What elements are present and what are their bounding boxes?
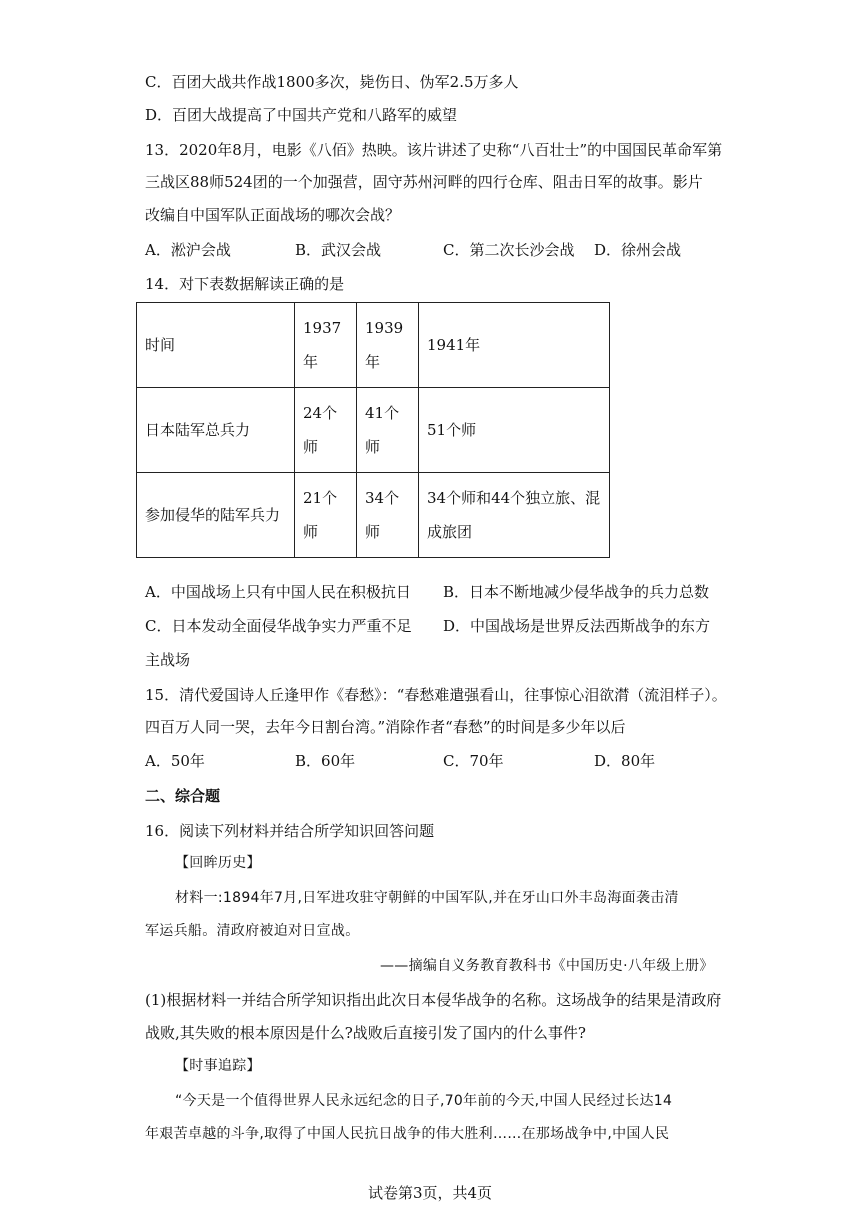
q13-stem-line1: 13．2020年8月，电影《八佰》热映。该片讲述了史称“八百壮士”的中国国民革命军第 <box>145 141 723 159</box>
q13-stem-line2: 三战区88师524团的一个加强营，固守苏州河畔的四行仓库、阻击日军的故事。影片 <box>145 173 703 191</box>
q16-material1-line1: 材料一:1894年7月,日军进攻驻守朝鲜的中国军队,并在牙山口外丰岛海面袭击清 <box>175 890 679 906</box>
q13-stem-line3: 改编自中国军队正面战场的哪次会战？ <box>145 206 401 224</box>
q15-option-b: B．60年 <box>295 752 356 770</box>
q14-option-a: A．中国战场上只有中国人民在积极抗日 <box>145 583 411 601</box>
table-cell: 日本陆军总兵力 <box>137 388 295 473</box>
table-row <box>137 473 610 558</box>
table-cell: 51个师 <box>419 388 610 473</box>
q15-option-c: C．70年 <box>443 752 504 770</box>
q14-option-c: C．日本发动全面侵华战争实力严重不足 <box>145 617 412 635</box>
table-row <box>137 303 610 388</box>
table-cell: 21个师 <box>295 473 357 558</box>
q15-stem-line2: 四百万人同一哭，去年今日割台湾。”消除作者“春愁”的时间是多少年以后 <box>145 718 626 736</box>
q13-option-a: A．淞沪会战 <box>145 241 231 259</box>
table-cell: 1939年 <box>357 303 419 388</box>
q13-option-b: B．武汉会战 <box>295 241 382 259</box>
q16-sub1-line2: 战败,其失败的根本原因是什么?战败后直接引发了国内的什么事件? <box>145 1024 586 1042</box>
q16-material2-line2: 年艰苦卓越的斗争,取得了中国人民抗日战争的伟大胜利……在那场战争中,中国人民 <box>145 1126 670 1142</box>
q15-option-a: A．50年 <box>145 752 205 770</box>
table-cell: 34个师和44个独立旅、混成旅团 <box>419 473 610 558</box>
q14-stem: 14．对下表数据解读正确的是 <box>145 275 345 293</box>
page-footer: 试卷第3页，共4页 <box>367 1184 493 1202</box>
section-heading: 二、综合题 <box>145 787 221 805</box>
table-cell: 41个师 <box>357 388 419 473</box>
q16-material1-line2: 军运兵船。清政府被迫对日宣战。 <box>145 923 360 939</box>
q14-option-d: D．中国战场是世界反法西斯战争的东方 <box>443 617 711 635</box>
table-cell: 34个师 <box>357 473 419 558</box>
table-row <box>137 388 610 473</box>
table-cell: 参加侵华的陆军兵力 <box>137 473 295 558</box>
q13-option-d: D．徐州会战 <box>594 241 682 259</box>
q12-option-d: D．百团大战提高了中国共产党和八路军的威望 <box>145 106 458 124</box>
q16-material2-line1: “今天是一个值得世界人民永远纪念的日子,70年前的今天,中国人民经过长达14 <box>175 1093 673 1109</box>
q16-material1-source: ——摘编自义务教育教科书《中国历史·八年级上册》 <box>380 958 714 974</box>
q16-tag-news: 【时事追踪】 <box>175 1058 261 1074</box>
troop-data-table <box>136 302 610 558</box>
q16-sub1-line1: (1)根据材料一并结合所学知识指出此次日本侵华战争的名称。这场战争的结果是清政府 <box>145 991 722 1009</box>
q14-option-b: B．日本不断地减少侵华战争的兵力总数 <box>443 583 710 601</box>
table-cell: 时间 <box>137 303 295 388</box>
q12-option-c: C．百团大战共作战1800多次，毙伤日、伪军2.5万多人 <box>145 73 519 91</box>
q16-stem: 16．阅读下列材料并结合所学知识回答问题 <box>145 822 435 840</box>
table-cell: 1937年 <box>295 303 357 388</box>
table-cell: 24个师 <box>295 388 357 473</box>
q15-stem-line1: 15．清代爱国诗人丘逢甲作《春愁》：“春愁难遣强看山，往事惊心泪欲潸（流泪样子）。 <box>145 686 727 704</box>
q16-tag-history: 【回眸历史】 <box>175 855 261 871</box>
table-cell: 1941年 <box>419 303 610 388</box>
q14-option-d-continued: 主战场 <box>145 651 191 669</box>
q15-option-d: D．80年 <box>594 752 656 770</box>
q13-option-c: C．第二次长沙会战 <box>443 241 575 259</box>
